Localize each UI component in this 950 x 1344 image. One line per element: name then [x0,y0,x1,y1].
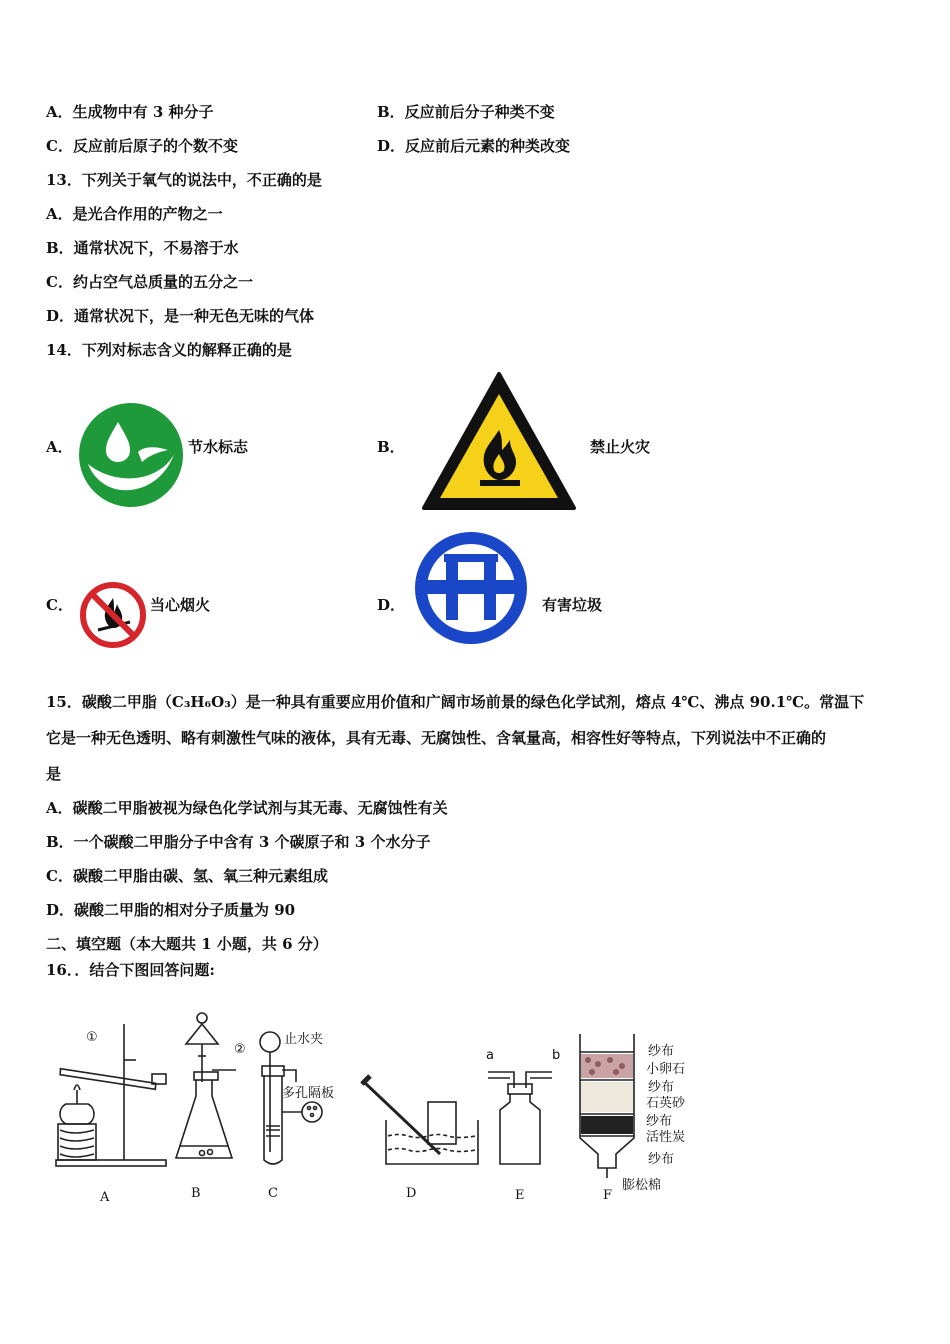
fig-caption-a: A [100,1190,110,1205]
fig-mark-1: ① [86,1030,98,1045]
fig-layer-7: 纱布 [648,1152,675,1167]
fig-mark-2: ② [234,1042,246,1057]
q14-option-d-letter: D． [377,596,406,614]
q15-option-c: C．碳酸二甲脂由碳、氢、氧三种元素组成 [46,867,328,885]
q15-stem-line-1: 15．碳酸二甲脂（C₃H₆O₃）是一种具有重要应用价值和广阔市场前景的绿色化学试剂，熔点 4℃、沸点 90.1℃。常温下 [46,693,865,711]
q14-option-a-letter: A． [46,438,73,456]
q14-option-a-label: 节水标志 [188,438,249,456]
q13-stem: 13．下列关于氧气的说法中，不正确的是 [46,171,322,189]
fig-layer-5: 纱布 [646,1114,673,1129]
fig-layer-4: 石英砂 [646,1096,686,1111]
fig-caption-d: D [406,1186,417,1201]
apparatus-f-water-filter [576,1030,642,1180]
fig-caption-e: E [515,1188,525,1203]
q13-option-a: A．是光合作用的产物之一 [46,205,223,223]
q12-option-d: D．反应前后元素的种类改变 [377,137,571,155]
q15-option-d: D．碳酸二甲脂的相对分子质量为 90 [46,901,296,919]
fig-caption-f: F [603,1188,613,1203]
fig-layer-1: 纱布 [648,1044,675,1059]
q14-option-b-letter: B． [377,438,405,456]
hazardous-waste-sign-icon [414,530,528,646]
q15-stem-line-3: 是 [46,765,62,783]
flammable-warning-sign-icon [420,370,578,512]
fig-caption-b: B [191,1186,201,1201]
q15-stem-line-2: 它是一种无色透明、略有刺激性气味的液体，具有无毒、无腐蚀性、含氧量高，相容性好等特点，下列说法中不正确的 [46,729,827,747]
fig-layer-6: 活性炭 [646,1130,686,1145]
q12-option-c: C．反应前后原子的个数不变 [46,137,238,155]
apparatus-a-heating-setup [52,1020,172,1170]
q15-option-a: A．碳酸二甲脂被视为绿色化学试剂与其无毒、无腐蚀性有关 [46,799,448,817]
apparatus-e-bottle [486,1058,554,1168]
fig-layer-8: 膨松棉 [622,1178,662,1193]
apparatus-b-flask [172,1006,240,1168]
fig-port-b: b [552,1048,561,1063]
q13-option-d: D．通常状况下，是一种无色无味的气体 [46,307,315,325]
fig-layer-3: 纱布 [648,1080,675,1095]
q14-option-d-label: 有害垃圾 [542,596,603,614]
water-saving-sign-icon [78,402,184,508]
fig-label-clamp: 止水夹 [284,1032,324,1047]
no-fire-sign-icon [78,582,148,648]
fig-port-a: a [486,1048,494,1063]
q13-option-b: B．通常状况下，不易溶于水 [46,239,239,257]
q14-stem: 14．下列对标志含义的解释正确的是 [46,341,292,359]
q16-stem: 16．．结合下图回答问题: [46,961,215,979]
q14-option-c-letter: C． [46,596,73,614]
q14-option-c-label: 当心烟火 [150,596,211,614]
q13-option-c: C．约占空气总质量的五分之一 [46,273,253,291]
q14-option-b-label: 禁止火灾 [590,438,651,456]
q15-option-b: B．一个碳酸二甲脂分子中含有 3 个碳原子和 3 个水分子 [46,833,431,851]
fig-layer-2: 小卵石 [646,1062,686,1077]
section-2-title: 二、填空题（本大题共 1 小题，共 6 分） [46,935,328,953]
q12-option-b: B．反应前后分子种类不变 [377,103,555,121]
apparatus-d-trough [356,1064,486,1168]
fig-caption-c: C [268,1186,278,1201]
q12-option-a: A．生成物中有 3 种分子 [46,103,214,121]
fig-label-porous-plate: 多孔隔板 [282,1086,335,1101]
